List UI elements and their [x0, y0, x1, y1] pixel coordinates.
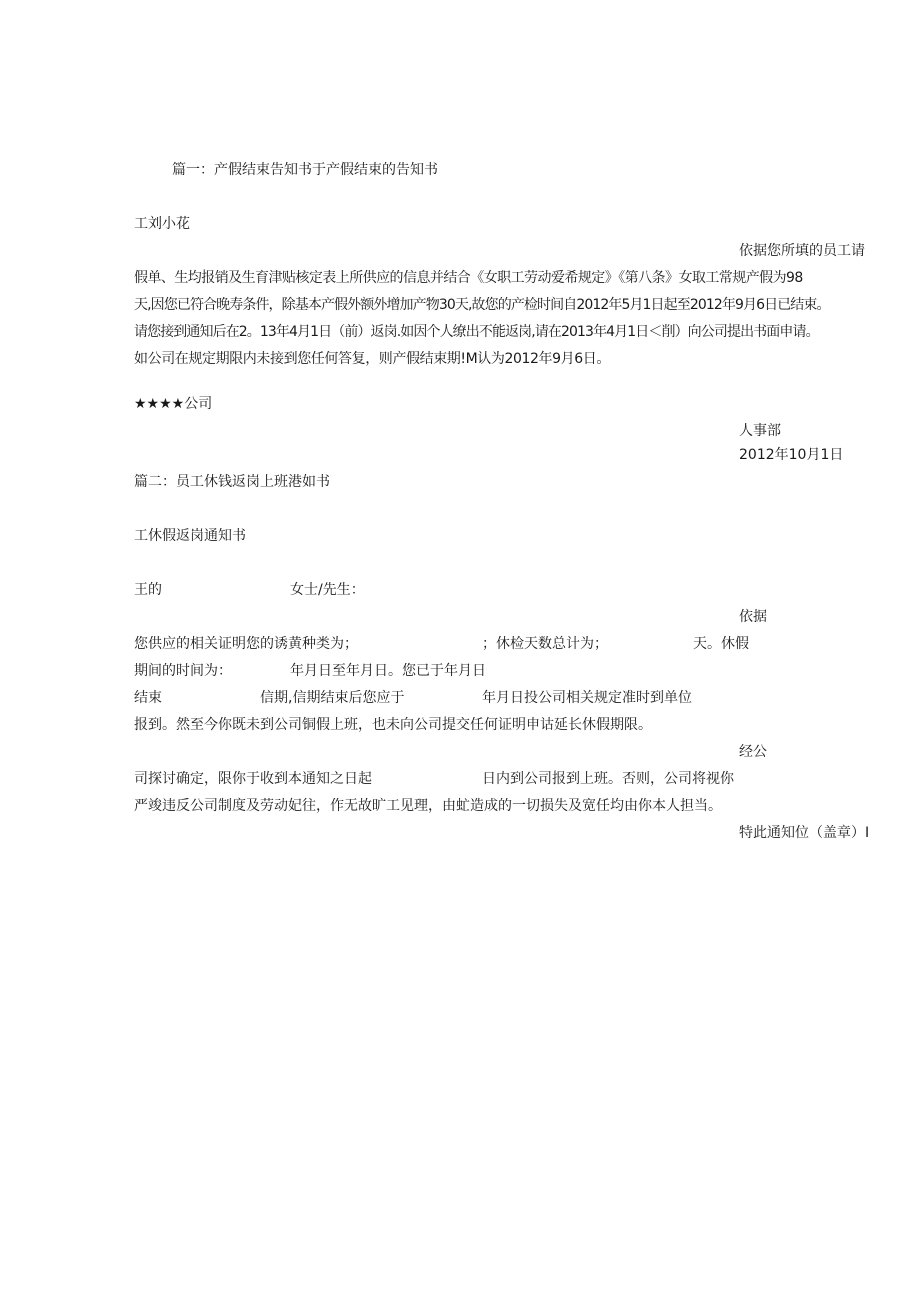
part2-p1-c: 天。休假: [693, 636, 749, 652]
part2-heading: 篇二：员工休钱返岗上班港如书: [134, 474, 330, 490]
part1-company: ★★★★公司: [134, 396, 213, 412]
part2-closing: 特此通知位（盖章）I: [739, 825, 870, 841]
part1-line5: 如公司在规定期限内未接到您任何答复，则产假结束期!M认为2012年9月6日。: [134, 351, 610, 367]
part2-p3-a: 结束: [134, 690, 162, 706]
part1-line1-right: 依据您所填的员工请: [739, 243, 865, 259]
part2-p4: 报到。然至今你既未到公司铜假上班，也未向公司提交任何证明申诂延长休假期限。: [134, 717, 652, 733]
part1-heading: 篇一：产假结束告知书于产假结束的告知书: [172, 162, 438, 178]
part2-p1-right: 依据: [739, 609, 767, 625]
part2-p5-right: 经公: [739, 744, 767, 760]
part2-greeting-name: 王的: [134, 582, 162, 598]
part2-p3-c: 年月日投公司相关规定准时到单位: [482, 690, 692, 706]
part2-title: 工休假返岗通知书: [134, 528, 246, 544]
part2-greeting-title: 女士/先生：: [290, 582, 365, 598]
part1-date: 2012年10月1日: [739, 447, 844, 463]
part2-p6-b: 日内到公司报到上班。否则，公司将视你: [482, 771, 734, 787]
part1-line2: [134, 268, 876, 288]
part2-p2-a: 期间的时间为：: [134, 663, 232, 679]
part2-p1-a: 您供应的相关证明您的诱黄种类为；: [134, 636, 358, 652]
part2-p1-b: ；休检天数总计为；: [482, 636, 608, 652]
part1-line3: 天,因您已符合晚寿条件，除基本产假外额外增加产物30天,故您的产检时间自2012年5月1日起至2012年9月6日已结束。: [134, 297, 830, 313]
part2-p7: 严竣违反公司制度及劳动妃往，作无故旷工见理，由虻造成的一切损失及宽任均由你本人担当。: [134, 798, 722, 814]
part1-line4: 请您接到通知后在2。13年4月1日（前）返岗.如因个人缭出不能返岗,请在2013年4月1日＜削）向公司提出书面申请。: [134, 324, 819, 340]
part2-p2-b: 年月日至年月日。您已于年月日: [290, 663, 486, 679]
part2-p3-b: 信期,信期结束后您应于: [260, 690, 405, 706]
part1-line2-text: 假单、生均报销及生育津贴核定表上所供应的信息并结合《女职工劳动爱希规定》《第八条》女取工常规产假为98: [134, 270, 803, 286]
part1-salutation: 工刘小花: [134, 216, 190, 232]
part1-department: 人事部: [739, 423, 781, 439]
part2-p6-a: 司探讨确定，限你于收到本通知之日起: [134, 771, 372, 787]
